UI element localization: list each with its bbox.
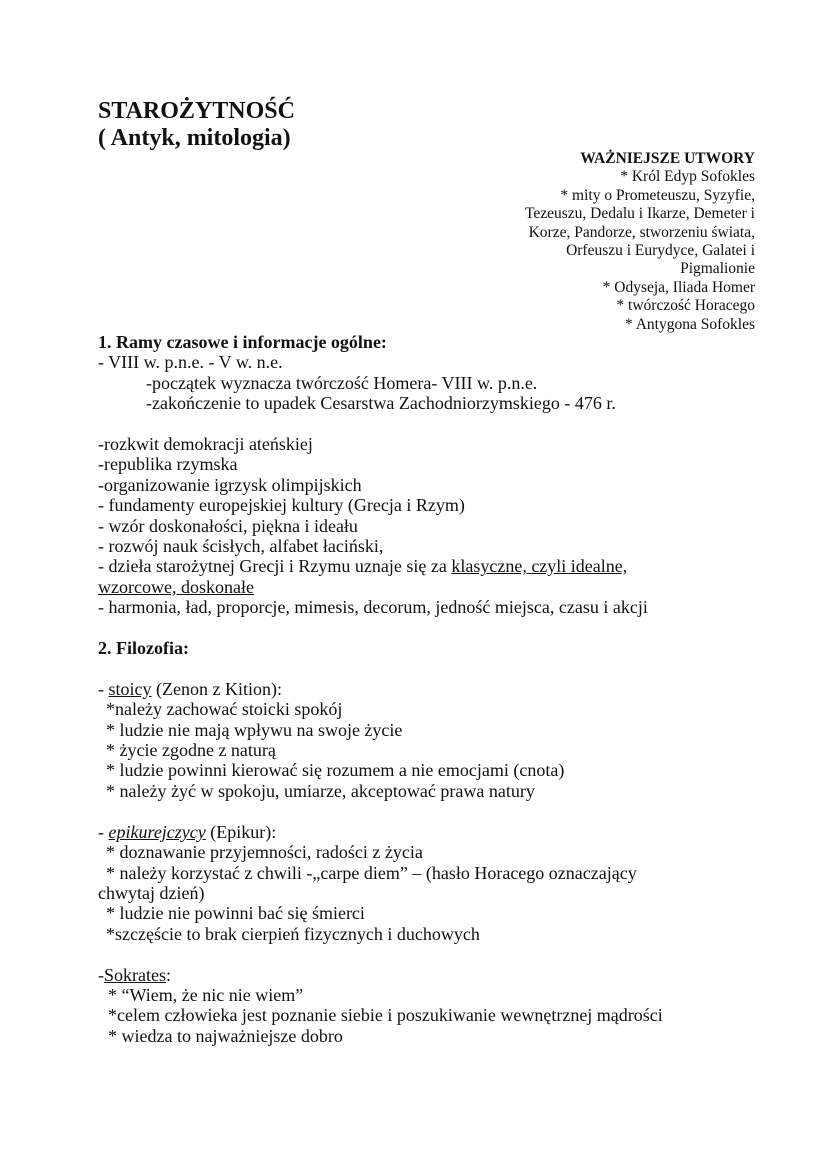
section1-classic-cont: [98, 577, 738, 597]
section2-heading: 2. Filozofia:: [98, 638, 189, 659]
works-line: Orfeuszu i Eurydyce, Galatei i: [566, 242, 755, 260]
section1-dates: - VIII w. p.n.e. - V w. n.e.: [98, 352, 283, 373]
epicureans-point: *szczęście to brak cierpień fizycznych i duchowych: [106, 923, 480, 944]
socrates-name: Sokrates: [104, 964, 166, 985]
section1-item: -republika rzymska: [98, 454, 238, 475]
section1-heading: 1. Ramy czasowe i informacje ogólne:: [98, 332, 387, 352]
section1-classic: [98, 556, 738, 576]
epicureans-point: * ludzie nie powinni bać się śmierci: [106, 903, 365, 924]
classic-underlined: klasyczne, czyli idealne,: [451, 556, 628, 577]
epicureans-point: * doznawanie przyjemności, radości z życia: [106, 842, 423, 863]
socrates-heading: [98, 965, 738, 985]
section1-item: - fundamenty europejskiej kultury (Grecja i Rzym): [98, 495, 465, 516]
stoics-point: *należy zachować stoicki spokój: [106, 699, 343, 720]
document-body: [98, 332, 738, 1046]
epicureans-point: * należy korzystać z chwili -„carpe diem” – (hasło Horacego oznaczający: [106, 862, 637, 883]
epicureans-point-cont: chwytaj dzień): [98, 882, 205, 903]
works-heading: WAŻNIEJSZE UTWORY: [580, 150, 755, 167]
prefix: -: [98, 821, 109, 842]
socrates-point: * “Wiem, że nic nie wiem”: [108, 984, 304, 1005]
works-line: * Odyseja, Iliada Homer: [602, 278, 755, 296]
section1-sub: -zakończenie to upadek Cesarstwa Zachodniorzymskiego - 476 r.: [146, 393, 616, 414]
classic-prefix: - dzieła starożytnej Grecji i Rzymu uznaje się za: [98, 556, 452, 577]
important-works-box: [455, 150, 755, 334]
blank-line: [98, 944, 738, 964]
epicureans-heading: [98, 822, 738, 842]
socrates-suffix: :: [166, 964, 172, 985]
works-line: * Król Edyp Sofokles: [620, 168, 755, 186]
socrates-point: * wiedza to najważniejsze dobro: [108, 1025, 343, 1046]
works-line: Pigmalionie: [680, 260, 755, 278]
section1-item: - wzór doskonałości, piękna i ideału: [98, 515, 358, 536]
document-title: [98, 98, 295, 152]
works-line: * Antygona Sofokles: [624, 315, 755, 333]
blank-line: [98, 801, 738, 821]
stoics-point: * ludzie powinni kierować się rozumem a nie emocjami (cnota): [106, 760, 565, 781]
stoics-point: * należy żyć w spokoju, umiarze, akceptować prawa natury: [106, 780, 535, 801]
classic-underlined: wzorcowe, doskonałe: [98, 576, 254, 597]
socrates-point: *celem człowieka jest poznanie siebie i poszukiwanie wewnętrznej mądrości: [108, 1005, 663, 1026]
works-line: Korze, Pandorze, stworzeniu świata,: [528, 223, 755, 241]
section1-item: -organizowanie igrzysk olimpijskich: [98, 474, 362, 495]
stoics-point: * życie zgodne z naturą: [106, 740, 276, 761]
epicureans-suffix: (Epikur):: [205, 821, 277, 842]
blank-line: [98, 618, 738, 638]
section1-item: - rozwój nauk ścisłych, alfabet łaciński,: [98, 536, 384, 557]
blank-line: [98, 414, 738, 434]
stoics-name: stoicy: [108, 678, 152, 699]
title-subtitle: ( Antyk, mitologia): [98, 125, 291, 151]
epicureans-name: epikurejczycy: [108, 821, 206, 842]
prefix: -: [98, 964, 104, 985]
title-main: STAROŻYTNOŚĆ: [98, 98, 295, 124]
blank-line: [98, 658, 738, 678]
section1-sub: -początek wyznacza twórczość Homera- VIII w. p.n.e.: [146, 372, 538, 393]
section1-item: -rozkwit demokracji ateńskiej: [98, 434, 313, 455]
works-line: * twórczość Horacego: [616, 297, 755, 315]
stoics-suffix: (Zenon z Kition):: [151, 678, 282, 699]
works-line: * mity o Prometeuszu, Syzyfie,: [560, 186, 755, 204]
stoics-heading: [98, 679, 738, 699]
section1-item: - harmonia, ład, proporcje, mimesis, decorum, jedność miejsca, czasu i akcji: [98, 597, 648, 618]
works-line: Tezeuszu, Dedalu i Ikarze, Demeter i: [524, 205, 755, 223]
prefix: -: [98, 678, 109, 699]
stoics-point: * ludzie nie mają wpływu na swoje życie: [106, 719, 403, 740]
